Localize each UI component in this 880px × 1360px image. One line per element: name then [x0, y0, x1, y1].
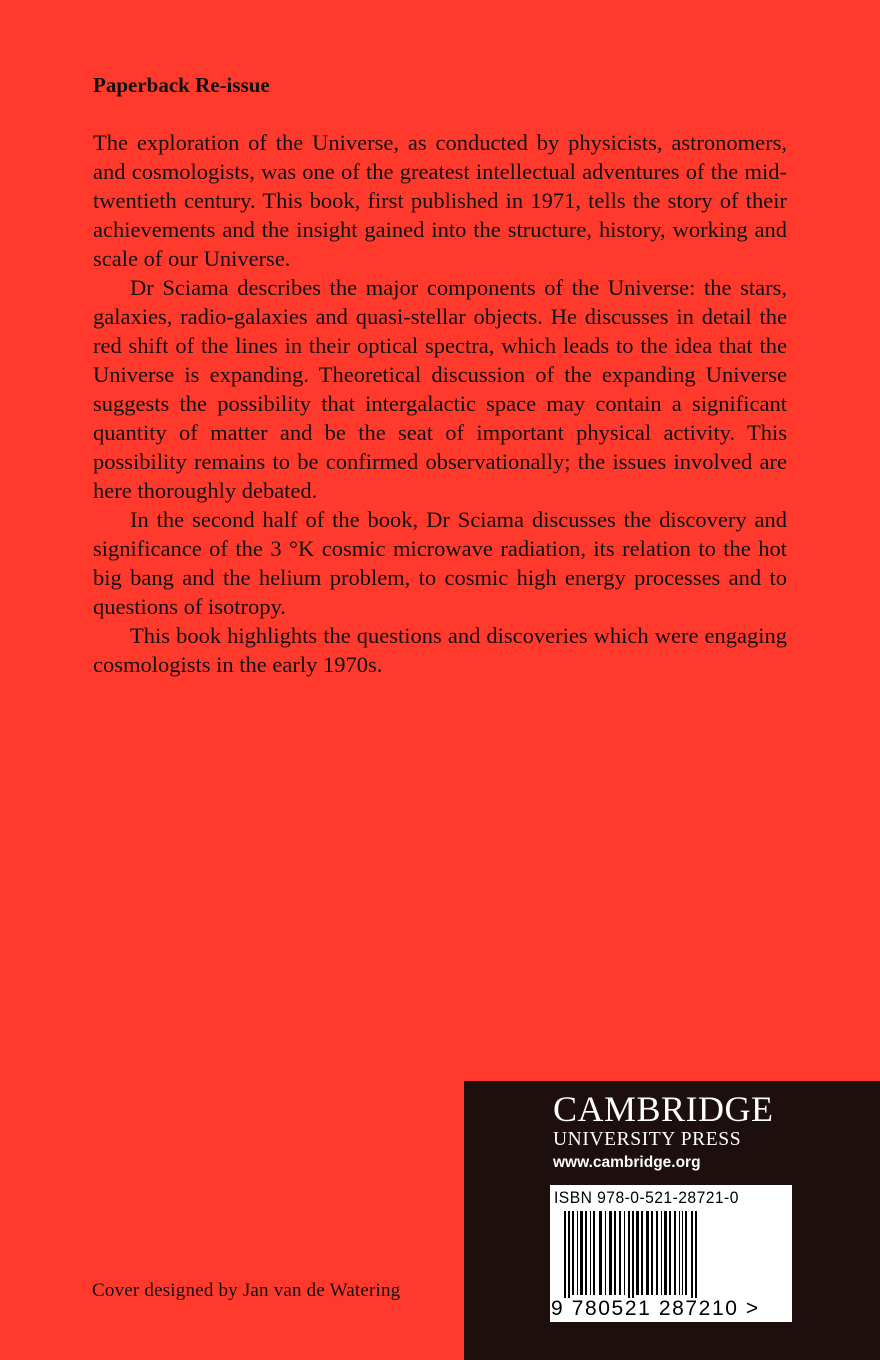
- heading: Paperback Re-issue: [93, 73, 270, 97]
- blurb-text: [93, 128, 787, 679]
- cover-credit: Cover designed by Jan van de Watering: [92, 1280, 401, 1301]
- blurb-paragraph: The exploration of the Universe, as conducted by physicists, astronomers, and cosmologists, was one of the greatest intellectual adventures of the mid-twentieth century. This book, first published in 1971, tells the story of their achievements and the insight gained into the structure, history, working and scale of our Universe.: [93, 130, 787, 271]
- blurb-paragraph: Dr Sciama describes the major components of the Universe: the stars, galaxies, radio-galaxies and quasi-stellar objects. He discusses in detail the red shift of the lines in their optical spectra, which leads to the idea that the Universe is expanding. Theoretical discussion of the expanding Universe suggests the possibility that intergalactic space may contain a significant quantity of matter and be the seat of important physical activity. This possibility remains to be confirmed observationally; the issues involved are here thoroughly debated.: [93, 275, 787, 503]
- publisher-name: CAMBRIDGE: [553, 1089, 774, 1129]
- isbn-label: ISBN 978-0-521-28721-0: [554, 1188, 739, 1207]
- publisher-url: www.cambridge.org: [553, 1154, 701, 1171]
- barcode-digits: 9 780521 287210 >: [551, 1297, 760, 1320]
- blurb-paragraph: In the second half of the book, Dr Sciama discusses the discovery and significance of the 3 °K cosmic microwave radiation, its relation to the hot big bang and the helium problem, to cosmic high energy processes and to questions of isotropy.: [93, 507, 787, 619]
- publisher-subtitle: UNIVERSITY PRESS: [553, 1129, 742, 1150]
- blurb-paragraph: This book highlights the questions and discoveries which were engaging cosmologists in the early 1970s.: [93, 623, 787, 677]
- barcode: [550, 1185, 792, 1322]
- publisher-panel: [464, 1081, 880, 1360]
- barcode-bars: [560, 1211, 780, 1303]
